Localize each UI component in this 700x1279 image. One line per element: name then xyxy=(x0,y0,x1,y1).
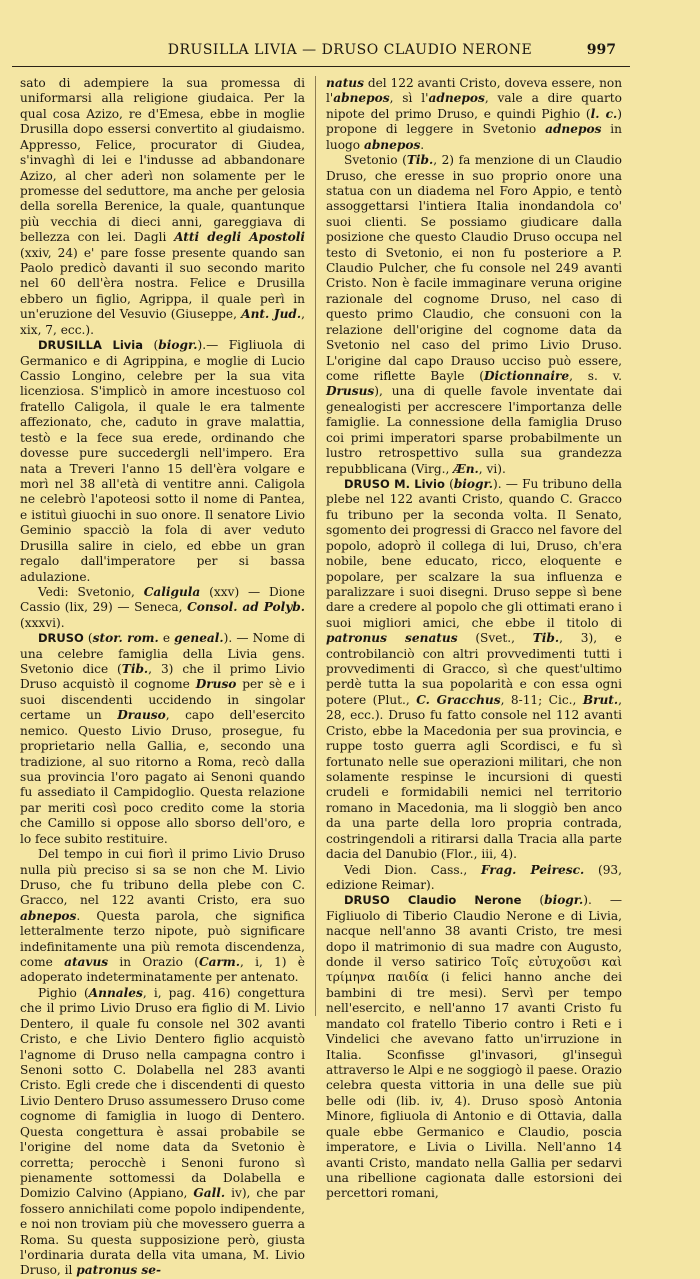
text-run: Pighio ( xyxy=(38,985,89,1000)
text-run: Gall. xyxy=(193,1186,226,1201)
text-run: Svetonio ( xyxy=(344,153,407,168)
text-run: (xxxvi). xyxy=(20,615,65,630)
text-run: Caligula xyxy=(143,584,201,599)
paragraph xyxy=(20,76,305,338)
text-run: , s. v. xyxy=(569,369,622,384)
running-head: DRUSILLA LIVIA — DRUSO CLAUDIO NERONE xyxy=(167,42,533,58)
paragraph xyxy=(326,477,622,863)
page-header xyxy=(0,42,700,64)
text-run: , 3), e controbilanciò con altri provvedimenti tutti i provvedimenti di Gracco, sì che quest'ultimo perdè tutta la sua popolarità e con essa ogni potere (Plut., xyxy=(326,631,622,707)
paragraph xyxy=(20,585,305,631)
text-run: Tib. xyxy=(532,631,560,646)
text-run: ), una di quelle favole inventate dai genealogisti per accrescere l'importanza delle famiglie. La connessione della famiglia Druso coi primi imperatori sparse probabilmente un lustro retrospettivo sulla sua grandezza repubblicana (Virg., xyxy=(326,384,622,476)
text-run: (xxiv, 24) e' pare fosse presente quando san Paolo predicò davanti il suo secondo marito nel 60 dell'èra nostra. Felice e Drusilla ebbero un figlio, Agrippa, il quale perì in un'eruzione del Vesuvio (Giuseppe, xyxy=(20,245,305,322)
entry-headword: DRUSO xyxy=(38,631,84,646)
text-run: ( xyxy=(444,476,454,491)
text-run: biogr. xyxy=(453,476,494,491)
text-run: patronus senatus xyxy=(326,631,458,646)
text-run: per sè e i suoi discendenti uccidendo in singolar certame un xyxy=(20,677,305,723)
text-run: biogr. xyxy=(158,338,198,353)
text-run: adnepos xyxy=(545,122,602,137)
text-run: , vi). xyxy=(478,461,506,476)
text-run: biogr. xyxy=(544,893,584,908)
text-run: stor. rom. xyxy=(92,631,159,646)
text-run: natus xyxy=(326,76,364,90)
text-run: Del tempo in cui fiorì il primo Livio Druso nulla più preciso si sa se non che M. Livio Druso, che fu tribuno della plebe con C. Gracco, nel 122 avanti Cristo, era suo xyxy=(20,847,305,908)
text-run: in Orazio ( xyxy=(108,955,199,970)
entry-headword: DRUSO M. Livio xyxy=(344,476,445,491)
text-run: Carm. xyxy=(198,955,240,970)
text-run: , i, pag. 416) congettura che il primo Livio Druso era figlio di M. Livio Dentero, il quale fu console nel 302 avanti Cristo, e che Livio Dentero figlio acquistò l'agnome di Druso nella campagna contro i Senoni sotto C. Dolabella nel 283 avanti Cristo. Egli crede che i discendenti di questo Livio Dentero Druso assumessero Druso come cognome di famiglia in luogo di Dentero. Questa congettura è assai probabile se l'origine del nome data da Svetonio è corretta; perocchè i Senoni furono sì pienamente sottomessi da Dolabella e Domizio Calvino (Appiano, xyxy=(20,985,305,1201)
text-run: ( xyxy=(143,338,159,353)
entry-headword: DRUSO Claudio Nerone xyxy=(344,893,522,908)
left-column xyxy=(20,76,305,1279)
entry-headword: DRUSILLA Livia xyxy=(38,338,143,353)
text-run: patronus se- xyxy=(76,1263,162,1278)
text-run: in luogo xyxy=(326,122,623,152)
text-run: , vale a dire quarto nipote del primo Druso, e quindi Pighio ( xyxy=(326,91,622,121)
text-run: Drusus xyxy=(326,384,375,399)
text-run: , 28, ecc.). Druso fu fatto console nel 112 avanti Cristo, ebbe la Macedonia per sua provincia, e ruppe tosto guerra agli Scordisci, e fu sì fortunato nelle sue operazioni militari, che non solamente respinse le incursioni di questi crudeli e formidabili nemici nel territorio romano in Macedonia, ma li sloggiò ben anco da una parte della loro propria contrada, costringendoli a ritirarsi dalla Tracia alla parte dacia del Danubio (Flor., iii, 4). xyxy=(326,692,622,862)
text-run: Dictionnaire xyxy=(484,369,570,384)
text-run: ).— Figliuola di Germanico e di Agrippina, e moglie di Lucio Cassio Longino, celebre per la sua vita licenziosa. S'implicò in amore incestuoso col fratello Caligola, il quale le era talmente affezionato, che, caduto in grave malattia, testò e la fece sua erede, ordinando che dovesse pure succedergli nell'impero. Era nata a Treveri l'anno 15 dell'èra volgare e morì nel 38 all'età di ventitre anni. Caligola ne celebrò l'apoteosi sotto il nome di Pantea, e istituì giuochi in suo onore. Il senatore Livio Geminio spacciò la fola di aver veduto Drusilla salire in cielo, ed ebbe un gran regalo dall'imperatore per si bassa adulazione. xyxy=(20,338,305,584)
paragraph xyxy=(326,76,622,153)
text-run: ( xyxy=(83,631,93,646)
text-run: . Questa parola, che significa letteralmente terzo nipote, può significare indefinitamente una più remota discendenza, come xyxy=(20,908,305,970)
text-run: , 3) che il primo Livio Druso acquistò il cognome xyxy=(20,662,305,692)
text-run: ( xyxy=(521,893,545,908)
text-run: Annales xyxy=(88,985,143,1000)
right-column xyxy=(326,76,622,1202)
text-run: l. c. xyxy=(590,106,618,121)
text-run: Consol. ad Polyb. xyxy=(187,600,305,615)
text-run: . xyxy=(420,137,425,152)
text-run: abnepos xyxy=(20,908,77,923)
text-run: , xix, 7, ecc.). xyxy=(20,307,305,337)
text-run: ). — Nome di una celebre famiglia della Livia gens. Svetonio dice ( xyxy=(20,631,305,677)
text-run: Vedi: Svetonio, xyxy=(38,584,144,599)
paragraph xyxy=(20,338,305,585)
text-run: , 2) fa menzione di un Claudio Druso, che eresse in suo proprio onore una statua con un diadema nel Foro Appio, e tentò assoggettarsi l'intiera Italia inondandola co' suoi clienti. Se possiamo giudicare dalla posizione che questo Claudio Druso occupa nel testo di Svetonio, ei non fu posteriore a P. Claudio Pulcher, che fu console nel 249 avanti Cristo. Non è facile immaginare veruna origine razionale del cognome Druso, nel caso di questo primo Claudio, che consuoni con la relazione dell'origine del cognome data da Svetonio nel caso del primo Livio Druso. L'origine dal capo Drauso ucciso può essere, come riflette Bayle ( xyxy=(326,153,622,384)
text-run: iv), che par fossero annichilati come popolo indipendente, e noi non troviam più che movessero guerra a Roma. Su questa supposizione però, giusta l'ordinaria durata della vita umana, M. Livio Druso, il xyxy=(20,1186,305,1278)
text-run: ). — Fu tribuno della plebe nel 122 avanti Cristo, quando C. Gracco fu tribuno per la seconda volta. Il Senato, sgomento dei progressi di Gracco nel favore del popolo, adoprò il collega di lui, Druso, ch'era nobile, bene educato, ricco, eloquente e popolare, per scalzare la sua influenza e paralizzare i suoi disegni. Druso seppe sì bene dare a credere al popolo che gli ottimati erano i suoi migliori amici, che ebbe il titolo di xyxy=(326,476,622,630)
page-number: 997 xyxy=(586,42,616,58)
text-run: , sì l' xyxy=(389,91,429,106)
text-run: , capo dell'esercito nemico. Questo Livio Druso, prosegue, fu proprietario nella Gallia, e, secondo una tradizione, al suo ritorno a Roma, recò dalla sua provincia l'oro pagato ai Senoni quando fu assediato il Campidoglio. Questa relazione par meriti così poco credito come la storia che Camillo si oppose allo sborso dell'oro, e lo fece subito restituire. xyxy=(20,708,305,846)
column-divider xyxy=(315,76,316,1016)
text-run: Æn. xyxy=(453,461,479,476)
paragraph xyxy=(326,863,622,894)
text-run: geneal. xyxy=(174,631,224,646)
paragraph xyxy=(326,893,622,1201)
text-run: Druso xyxy=(195,677,237,692)
text-run: Tib. xyxy=(121,662,149,677)
text-run: abnepos xyxy=(363,137,421,152)
text-run: C. Gracchus xyxy=(416,692,501,707)
text-run: Frag. Peiresc. xyxy=(481,862,585,877)
text-run: , i, 1) è adoperato indeterminatamente per antenato. xyxy=(20,955,305,985)
text-run: abnepos xyxy=(333,91,390,106)
header-rule xyxy=(12,66,630,67)
text-run: e xyxy=(158,631,175,646)
paragraph xyxy=(20,631,305,847)
text-run: Vedi Dion. Cass., xyxy=(344,862,482,877)
text-run: Brut. xyxy=(582,692,619,707)
text-run: , 8-11; Cic., xyxy=(500,692,583,707)
paragraph xyxy=(326,153,622,477)
text-run: sato di adempiere la sua promessa di uniformarsi alla religione giudaica. Per la qual cosa Azizo, re d'Emesa, ebbe in moglie Drusilla dopo essersi convertito al giudaismo. Appresso, Felice, procurator di Giudea, s'invaghì di lei e l'indusse ad abbandonare Azizo, al cher aderì non solamente per le promesse del seduttore, ma anche per gelosia della sorella Berenice, la quale, quantunque più vecchia di dieci anni, gareggiava di bellezza con lei. Dagli xyxy=(20,76,305,245)
text-run: ). — Figliuolo di Tiberio Claudio Nerone e di Livia, nacque nell'anno 38 avanti Cristo, tre mesi dopo il matrimonio di sua madre con Augusto, donde il verso satirico Τοῖς εὐτυχοῦσι καὶ τρίμηνα παιδία (i felici hanno anche dei bambini di tre mesi). Servì per tempo nell'esercito, e nell'anno 17 avanti Cristo fu mandato col fratello Tiberio contro i Reti e i Vindelici che avevano fatto un'irruzione in Italia. Sconfisse gl'invasori, gl'inseguì attraverso le Alpi e ne soggiogò il paese. Orazio celebra questa vittoria in una delle sue più belle odi (lib. iv, 4). Druso sposò Antonia Minore, figliuola di Antonio e di Ottavia, dalla quale ebbe Germanico e Claudio, poscia imperatore, e Livia o Livilla. Nell'anno 14 avanti Cristo, mandato nella Gallia per sedarvi una ribellione cagionata dalle estorsioni dei percettori romani, xyxy=(326,893,622,1201)
text-run: adnepos xyxy=(428,91,485,106)
text-run: Atti degli Apostoli xyxy=(174,230,306,245)
text-run: atavus xyxy=(64,955,109,970)
text-run: ) propone di leggere in Svetonio xyxy=(326,106,622,137)
text-run: del 122 avanti Cristo, doveva essere, non l' xyxy=(326,76,623,106)
paragraph xyxy=(20,847,305,986)
text-run: Tib. xyxy=(406,153,434,168)
text-run: (93, edizione Reimar). xyxy=(326,862,622,892)
text-run: (Svet., xyxy=(457,631,533,646)
text-run: Drauso xyxy=(117,708,166,723)
text-run: (xxv) — Dione Cassio (lix, 29) — Seneca, xyxy=(20,584,305,615)
text-run: Ant. Jud. xyxy=(241,307,302,322)
